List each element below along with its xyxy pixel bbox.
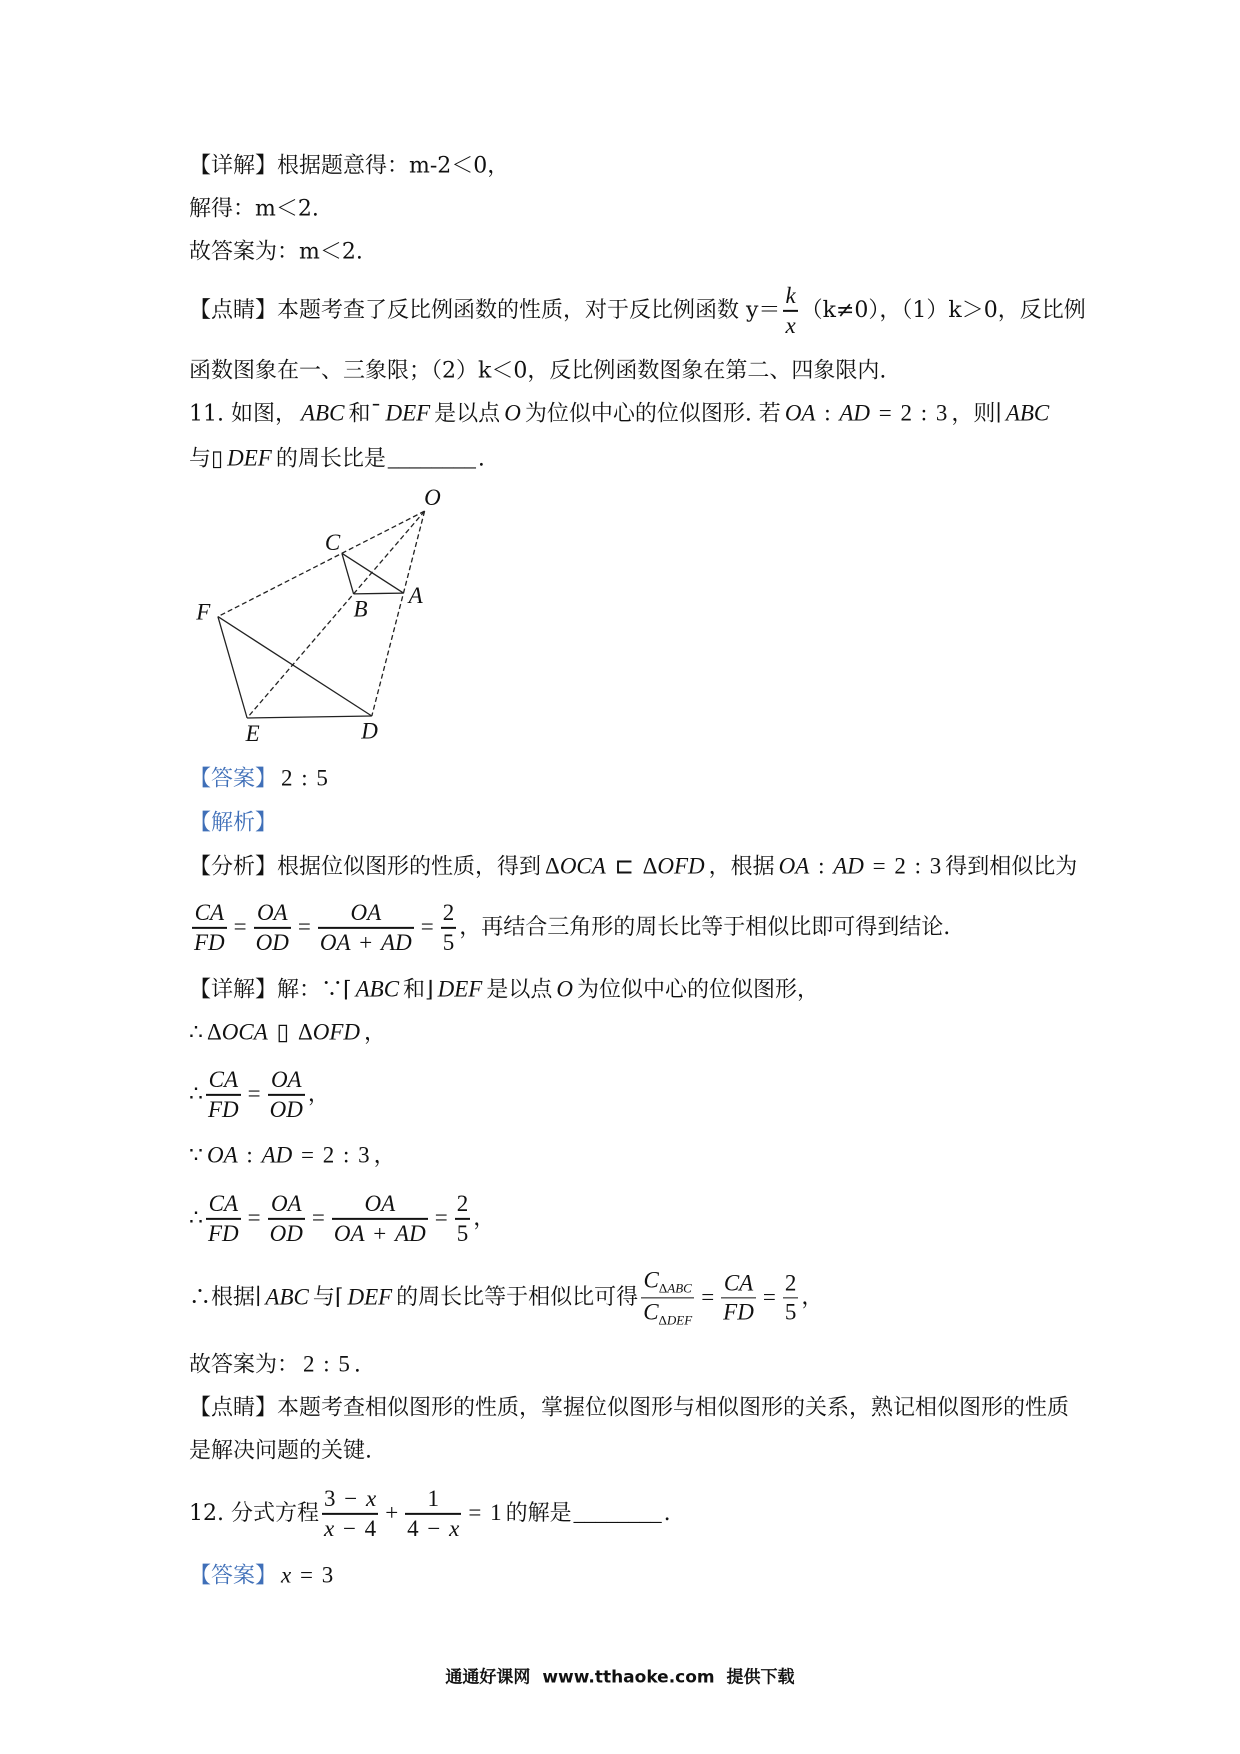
text-run: 【详解】解：∵⌈: [189, 977, 352, 1003]
fraction: [641, 1267, 694, 1328]
math-variable: DEF: [666, 1312, 693, 1328]
q11-answer-line: [189, 765, 332, 794]
math-variable: DEF: [385, 400, 431, 426]
math-variable: AD: [839, 400, 871, 426]
fraction-bar: [206, 1094, 241, 1095]
fraction-numerator: 1: [427, 1485, 440, 1511]
math-variable: OFD: [312, 1019, 361, 1045]
fraction-numerator: [195, 900, 224, 926]
math-variable: FD: [194, 929, 225, 955]
text-run: 与▯: [189, 446, 224, 472]
text-run: 是以点: [434, 401, 501, 427]
math-expression: [385, 401, 430, 426]
fraction-denominator: [256, 930, 289, 956]
q11-detail-line-6: [189, 1267, 823, 1328]
segment-b-a: [354, 593, 404, 594]
math-expression: =: [420, 913, 434, 939]
math-expression: OA : AD = 2 : 3: [207, 1142, 370, 1168]
math-expression: ΔOCA ▯ ΔOFD: [207, 1019, 361, 1045]
text-run: 的周长比是: [275, 446, 386, 472]
point-label-o: O: [424, 485, 441, 511]
fraction: [254, 900, 291, 956]
text-run: 解得：m＜2.: [189, 196, 319, 222]
math-variable: OCA: [221, 1019, 268, 1045]
dashed-line-o-f: [218, 511, 425, 616]
fraction: [206, 1067, 241, 1123]
fraction-numerator: [271, 1067, 302, 1093]
math-expression: =: [434, 1204, 448, 1230]
text-run: 故答案为：: [189, 1352, 300, 1378]
q10-comment-line-2: [189, 357, 886, 385]
fraction-denominator: [208, 1221, 239, 1247]
math-variable: CA: [208, 1190, 239, 1216]
q10-comment-line-1: [189, 283, 1086, 339]
math-expression: [301, 401, 344, 426]
math-variable: OA: [784, 400, 816, 426]
text-run: ∴根据∣: [189, 1284, 262, 1310]
math-variable: OD: [269, 1220, 303, 1246]
q10-answer-line: [189, 238, 363, 266]
q10-detail-line: [189, 152, 509, 180]
text-run: 的周长比等于相似比可得: [396, 1284, 639, 1310]
fraction-bar: [721, 1297, 756, 1298]
q12-answer-line: [189, 1562, 337, 1591]
point-label-b: B: [353, 596, 368, 622]
math-expression: [438, 977, 483, 1002]
math-expression: =: [762, 1283, 776, 1309]
fraction-bar: [332, 1218, 428, 1219]
fraction-numerator: [644, 1267, 692, 1296]
text-run: ，再结合三角形的周长比等于相似比即可得到结论.: [459, 914, 951, 940]
section-label: 【答案】: [189, 766, 278, 792]
text-run: 与⌈: [312, 1284, 344, 1310]
text-run: ∴: [189, 1020, 203, 1046]
q11-comment-line-1: [189, 1394, 1069, 1422]
math-expression: =: [297, 913, 311, 939]
math-variable: ABC: [667, 1280, 692, 1296]
fraction-numerator: [209, 1191, 238, 1217]
fraction-bar: [254, 927, 291, 928]
math-expression: ΔOCA ⊏ ΔOFD: [545, 853, 705, 879]
math-variable: FD: [208, 1096, 239, 1122]
fraction: [268, 1067, 305, 1123]
math-expression: [347, 1284, 392, 1309]
fraction-denominator: [208, 1097, 239, 1123]
fraction-denominator: x − 4: [323, 1515, 377, 1541]
fraction-numerator: 2: [784, 1269, 797, 1295]
fraction-bar: [783, 310, 797, 311]
math-variable: OA: [333, 1220, 365, 1246]
math-variable: ABC: [1005, 400, 1050, 426]
text-run: ，: [801, 1284, 824, 1310]
math-expression: [504, 401, 521, 426]
math-variable: CA: [208, 1066, 239, 1092]
text-run: ，: [307, 1081, 330, 1107]
math-variable: x: [449, 1515, 460, 1541]
point-label-a: A: [408, 582, 423, 608]
math-variable: FD: [208, 1220, 239, 1246]
math-variable: AD: [833, 853, 864, 879]
math-expression: =: [311, 1204, 325, 1230]
text-run: ，: [364, 1020, 387, 1046]
text-run: 函数图象在一、三象限；（2）k＜0，反比例函数图象在第二、四象限内.: [189, 358, 887, 384]
fraction-bar: [441, 927, 457, 928]
math-subscript: ΔABC: [658, 1280, 692, 1296]
text-run: ，: [473, 1205, 496, 1231]
fraction-numerator: 2: [456, 1190, 469, 1216]
math-variable: OA: [270, 1190, 302, 1216]
fraction-denominator: 5: [456, 1220, 469, 1246]
fraction: [192, 900, 227, 956]
fraction-numerator: 3 − x: [323, 1485, 377, 1511]
fraction: [721, 1270, 756, 1326]
section-label: 【解析】: [189, 810, 278, 836]
answer-blank: ________: [573, 1499, 662, 1525]
q11-detail-line-2: [189, 1019, 386, 1048]
point-label-c: C: [324, 530, 341, 555]
math-expression: =: [701, 1283, 715, 1309]
text-run: 11. 如图，: [189, 401, 297, 427]
math-expression: OA : AD = 2 : 3: [778, 853, 942, 879]
fraction-numerator: [364, 1191, 395, 1217]
fraction-bar: [268, 1218, 305, 1219]
math-variable: OA: [350, 899, 382, 925]
fraction-denominator: [270, 1097, 303, 1123]
fraction-denominator: [723, 1300, 754, 1326]
fraction: [405, 1486, 461, 1542]
math-variable: OD: [255, 929, 289, 955]
point-label-f: F: [196, 599, 211, 625]
math-variable: CA: [194, 899, 225, 925]
text-run: 是以点: [486, 977, 553, 1003]
fraction-bar: [455, 1218, 471, 1219]
text-run: ∴: [189, 1205, 203, 1231]
math-variable: x: [785, 312, 796, 338]
text-run: ，则∣: [951, 401, 1002, 427]
fraction: [783, 1270, 799, 1326]
text-run: .: [477, 446, 485, 472]
fraction-numerator: 2: [442, 899, 455, 925]
text-run: （k≠0），（1）k＞0，反比例: [800, 297, 1086, 323]
fraction-numerator: [785, 283, 795, 309]
fraction-numerator: [257, 900, 288, 926]
math-variable: OA: [319, 929, 351, 955]
math-variable: x: [323, 1515, 335, 1541]
fraction-denominator: 4 − x: [407, 1515, 460, 1541]
q10-solve-line: [189, 195, 319, 223]
math-expression: =: [233, 913, 247, 939]
q11-detail-line-3: [189, 1067, 330, 1123]
math-variable: OFD: [657, 853, 705, 879]
fraction: [268, 1191, 305, 1247]
q11-comment-line-2: [189, 1437, 372, 1465]
text-run: 【详解】根据题意得：m-2＜0，: [189, 153, 510, 179]
q11-detail-line-4: [189, 1142, 396, 1171]
fraction-bar: [268, 1094, 305, 1095]
text-run: ，: [373, 1143, 396, 1169]
segment-e-d: [247, 716, 372, 718]
math-variable: C: [643, 1267, 659, 1293]
text-run: 【点睛】本题考查相似图形的性质，掌握位似图形与相似图形的关系，熟记相似图形的性质: [189, 1395, 1070, 1421]
text-run: 得到相似比为: [945, 854, 1078, 880]
fraction-denominator: 5: [442, 929, 455, 955]
fraction: [206, 1191, 241, 1247]
q11-analysis-line-2: [189, 900, 950, 956]
math-expression: [1006, 401, 1049, 426]
page-footer: 通通好课网 www.tthaoke.com 提供下载: [445, 1667, 795, 1688]
answer-blank: ________: [387, 445, 476, 471]
fraction-numerator: [209, 1067, 238, 1093]
math-variable: x: [365, 1485, 377, 1511]
text-run: ∴: [189, 1081, 203, 1107]
fraction-bar: [783, 1297, 799, 1298]
fraction-denominator: [643, 1300, 692, 1329]
math-variable: C: [643, 1299, 659, 1325]
text-run: ∵: [189, 1143, 203, 1169]
math-variable: k: [785, 282, 796, 308]
fraction: [318, 900, 414, 956]
fraction-numerator: [271, 1191, 302, 1217]
fraction-bar: [322, 1513, 378, 1514]
math-expression: 2 : 5: [281, 765, 328, 791]
text-run: ，根据: [708, 854, 775, 880]
text-run: 【点睛】本题考查了反比例函数的性质，对于反比例函数 y＝: [189, 297, 781, 323]
fraction-denominator: OA + AD: [333, 1220, 426, 1246]
math-variable: OA: [270, 1066, 302, 1092]
math-variable: AD: [381, 929, 412, 955]
math-variable: CA: [723, 1269, 754, 1295]
math-variable: ABC: [355, 976, 400, 1002]
homothety-triangles-figure: [180, 480, 460, 750]
text-run: 故答案为：m＜2.: [189, 239, 363, 265]
math-variable: OA: [364, 1190, 396, 1216]
text-run: 【分析】根据位似图形的性质，得到: [189, 854, 542, 880]
fraction-bar: [641, 1297, 694, 1298]
text-run: 12. 分式方程: [189, 1500, 319, 1526]
segment-f-e: [218, 617, 247, 718]
fraction: [332, 1191, 428, 1247]
math-variable: OA: [778, 853, 810, 879]
fraction-denominator: [785, 313, 795, 339]
text-run: .: [353, 1352, 361, 1378]
math-variable: OA: [256, 899, 288, 925]
math-expression: =: [247, 1080, 261, 1106]
math-expression: +: [385, 1499, 399, 1525]
fraction-bar: [192, 927, 227, 928]
fraction: [783, 283, 797, 339]
math-variable: OCA: [559, 853, 606, 879]
q11-analysis-line-1: [189, 853, 1077, 882]
math-variable: AD: [261, 1142, 293, 1168]
fraction-denominator: [194, 930, 225, 956]
fraction-bar: [318, 927, 414, 928]
q11-stem-line-1: [189, 400, 1053, 429]
fraction-numerator: [350, 900, 381, 926]
math-variable: OD: [269, 1096, 303, 1122]
math-variable: ABC: [265, 1283, 309, 1309]
point-label-d: D: [361, 718, 378, 744]
segment-f-d: [218, 617, 372, 716]
math-expression: =: [247, 1204, 261, 1230]
math-expression: OA : AD = 2 : 3: [784, 400, 948, 426]
section-label: 【答案】: [189, 1563, 278, 1589]
q12-stem-line: [189, 1486, 671, 1542]
text-run: 为位似中心的位似图形，: [577, 977, 820, 1003]
fraction-denominator: OA + AD: [319, 929, 412, 955]
math-expression: = 1: [468, 1499, 502, 1525]
math-variable: OA: [207, 1142, 238, 1168]
math-variable: FD: [723, 1299, 754, 1325]
point-label-e: E: [245, 721, 260, 746]
q11-analysis-heading: [189, 809, 277, 837]
q11-detail-line-5: [189, 1191, 495, 1247]
fraction: [455, 1191, 471, 1247]
text-run: 和⌋: [403, 977, 434, 1003]
text-run: 是解决问题的关键.: [189, 1438, 372, 1464]
math-variable: x: [281, 1562, 292, 1588]
math-variable: DEF: [347, 1283, 393, 1309]
fraction: [441, 900, 457, 956]
math-subscript: ΔDEF: [658, 1312, 693, 1328]
math-variable: AD: [395, 1220, 426, 1246]
text-run: 的解是: [505, 1500, 572, 1526]
math-expression: [556, 977, 573, 1002]
math-variable: O: [556, 976, 573, 1002]
q11-stem-line-2: [189, 445, 485, 474]
math-expression: x = 3: [281, 1562, 334, 1588]
q11-detail-line-1: [189, 976, 819, 1005]
fraction: [322, 1486, 378, 1542]
math-variable: ABC: [300, 400, 345, 426]
fraction-bar: [206, 1218, 241, 1219]
math-expression: [227, 446, 272, 471]
text-run: 为位似中心的位似图形. 若: [524, 401, 781, 427]
math-symbol: [644, 1267, 659, 1292]
math-expression: [356, 977, 399, 1002]
q11-detail-line-7: [189, 1351, 361, 1380]
fraction-denominator: 5: [784, 1299, 797, 1325]
math-variable: DEF: [437, 976, 483, 1002]
math-expression: [265, 1284, 308, 1309]
math-variable: O: [504, 400, 521, 426]
fraction-numerator: [724, 1270, 753, 1296]
text-run: .: [663, 1500, 671, 1526]
text-run: 和¯: [348, 401, 382, 427]
math-expression: 2 : 5: [303, 1351, 350, 1377]
math-variable: DEF: [227, 445, 272, 471]
fraction-bar: [405, 1513, 461, 1514]
math-symbol: [643, 1300, 658, 1325]
fraction-denominator: [270, 1221, 303, 1247]
